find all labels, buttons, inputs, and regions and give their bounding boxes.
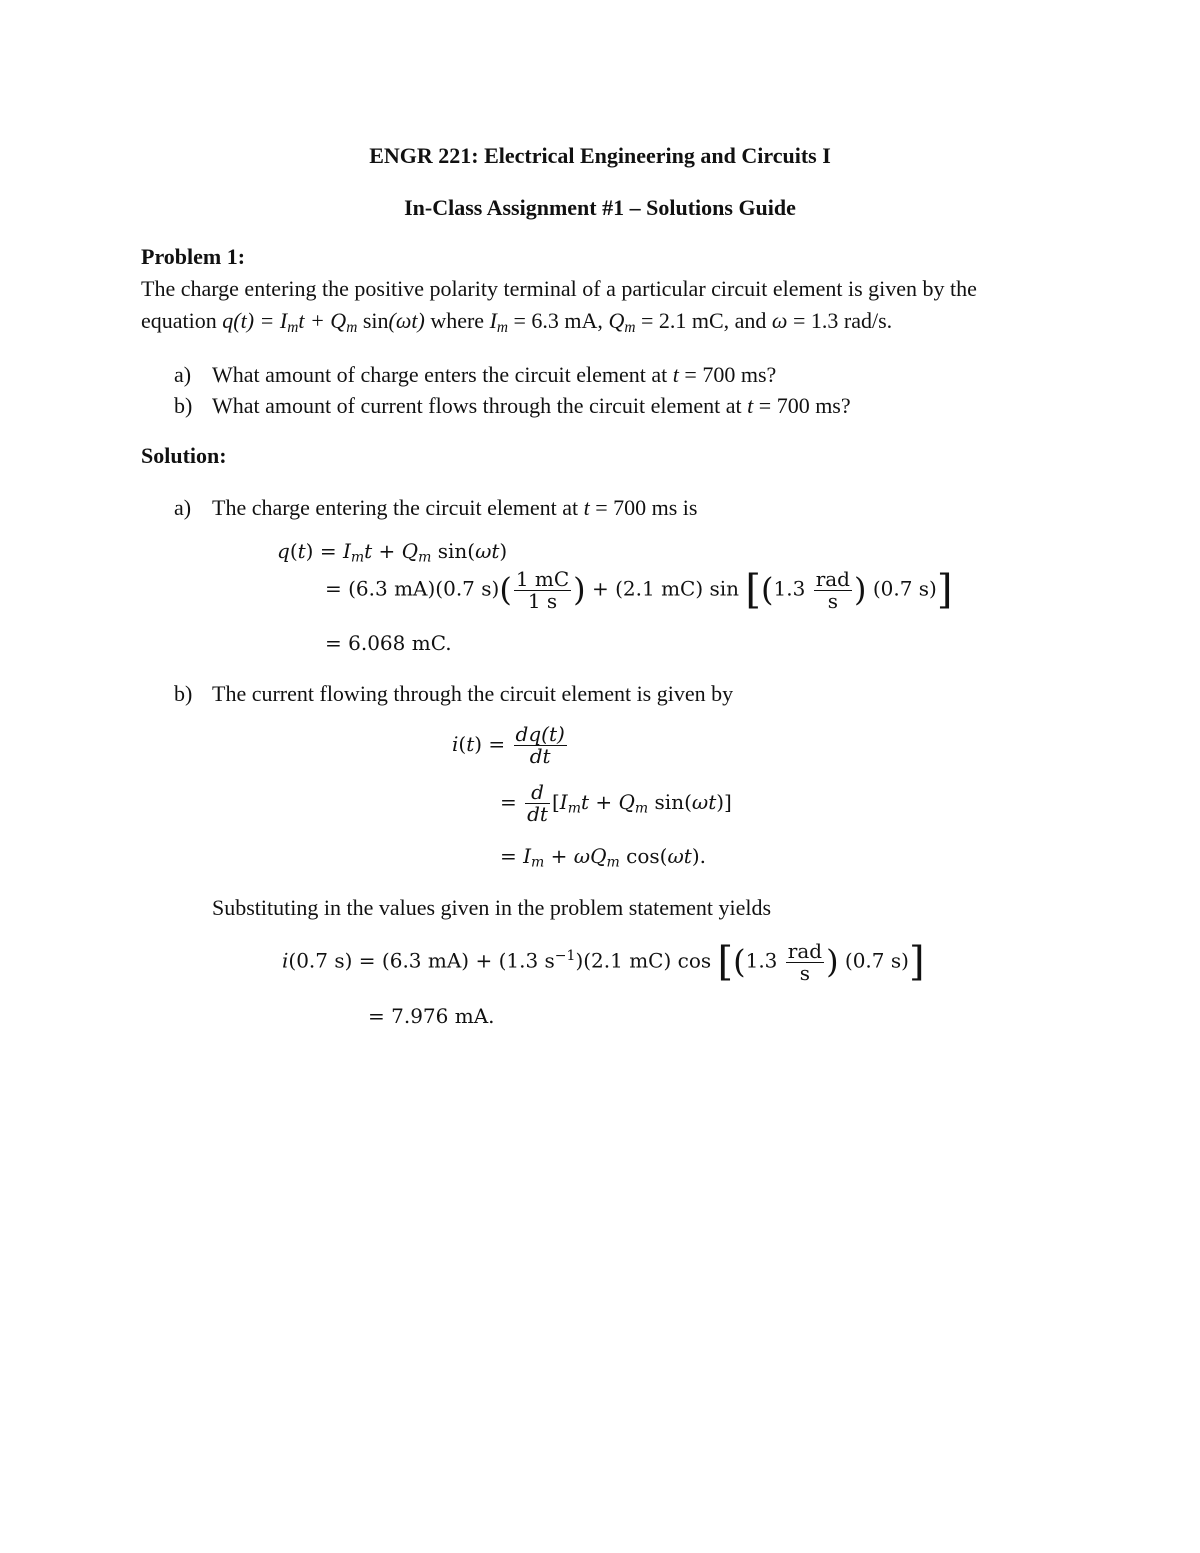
problem-line-2 (141, 309, 892, 337)
solution-a-equation-1: $q(t) = I_mt + Q_m$ sin(ωt) (277, 539, 508, 566)
solution-b-result: = 7.976 mA. (368, 1004, 495, 1028)
problem-heading: Problem 1: (141, 244, 246, 269)
document-title: ENGR 221: Electrical Engineering and Circuits I (369, 143, 831, 168)
problem-line-2-where: where (430, 308, 485, 333)
solution-b-equation-2: = $\frac{d}{dt}$ [$I_mt + Q_m$ sin(ωt)] (500, 780, 732, 826)
problem-part-a (212, 363, 776, 387)
problem-qm-value: $Q_m = 2.1$ mC, and (608, 308, 767, 336)
solution-part-a-marker: a) (174, 495, 192, 520)
solution-b-equation-1: i(t) = $\frac{dq(t)}{dt}$ (452, 722, 565, 768)
unit-fraction-rad-per-s: $\frac{\text{rad}}{s}$ (815, 566, 850, 613)
problem-part-a-text: What amount of charge enters the circuit element at (212, 362, 668, 387)
solution-part-b-intro: The current flowing through the circuit element is given by (212, 681, 734, 706)
problem-part-b-marker: b) (174, 393, 193, 418)
problem-omega-value: ω = 1.3 rad/s. (771, 308, 893, 333)
unit-fraction-mc-per-s: $\frac{1 mC}{1 s}$ (515, 566, 570, 613)
solution-a-equation-2: = (6.3 mA)(0.7 s)( $\frac{1 mC}{1 s}$ ) + (2.1 mC) sin [(1.3 $\frac{\text{rad}}{s}$ ) (0.7 s)] (325, 566, 953, 613)
solution-part-a-intro-text: The charge entering the circuit element at (212, 495, 579, 520)
problem-line-1: The charge entering the positive polarity terminal of a particular circuit element is given by the (141, 276, 977, 301)
problem-im-value: $I_m = 6.3$ mA, (489, 308, 603, 336)
derivative-operator-d-dt: $\frac{d}{dt}$ (527, 780, 548, 826)
solution-substitution-text: Substituting in the values given in the problem statement yields (212, 895, 772, 920)
solution-b-equation-4: i(0.7 s) = (6.3 mA) + (1.3 $s^{-1})(2.1$ mC) cos [(1.3 $\frac{\text{rad}}{s}$ ) (0.7 s)] (282, 938, 925, 985)
problem-charge-equation: $q(t) = I_mt + Q_m$ sin(ωt) (222, 308, 425, 336)
derivative-fraction-dq-dt: $\frac{dq(t)}{dt}$ (515, 722, 565, 768)
solution-heading: Solution: (141, 443, 227, 468)
problem-part-b-text: What amount of current flows through the circuit element at (212, 393, 742, 418)
solution-part-a-intro-time: t = 700 ms is (583, 495, 698, 520)
solution-b-equation-3: = $I_m + \omega Q_m$ cos(ωt). (500, 844, 706, 871)
solution-part-a-intro (212, 496, 697, 520)
problem-line-2-prefix: equation (141, 308, 217, 333)
solution-part-b-marker: b) (174, 681, 193, 706)
problem-part-a-marker: a) (174, 362, 192, 387)
unit-fraction-rad-per-s-2: $\frac{\text{rad}}{s}$ (787, 938, 823, 985)
problem-part-b-time: t = 700 ms? (747, 393, 851, 418)
document-subtitle: In-Class Assignment #1 – Solutions Guide (404, 195, 796, 220)
problem-part-b (212, 394, 851, 418)
solution-a-result: = 6.068 mC. (325, 631, 452, 655)
problem-part-a-time: t = 700 ms? (672, 362, 777, 387)
